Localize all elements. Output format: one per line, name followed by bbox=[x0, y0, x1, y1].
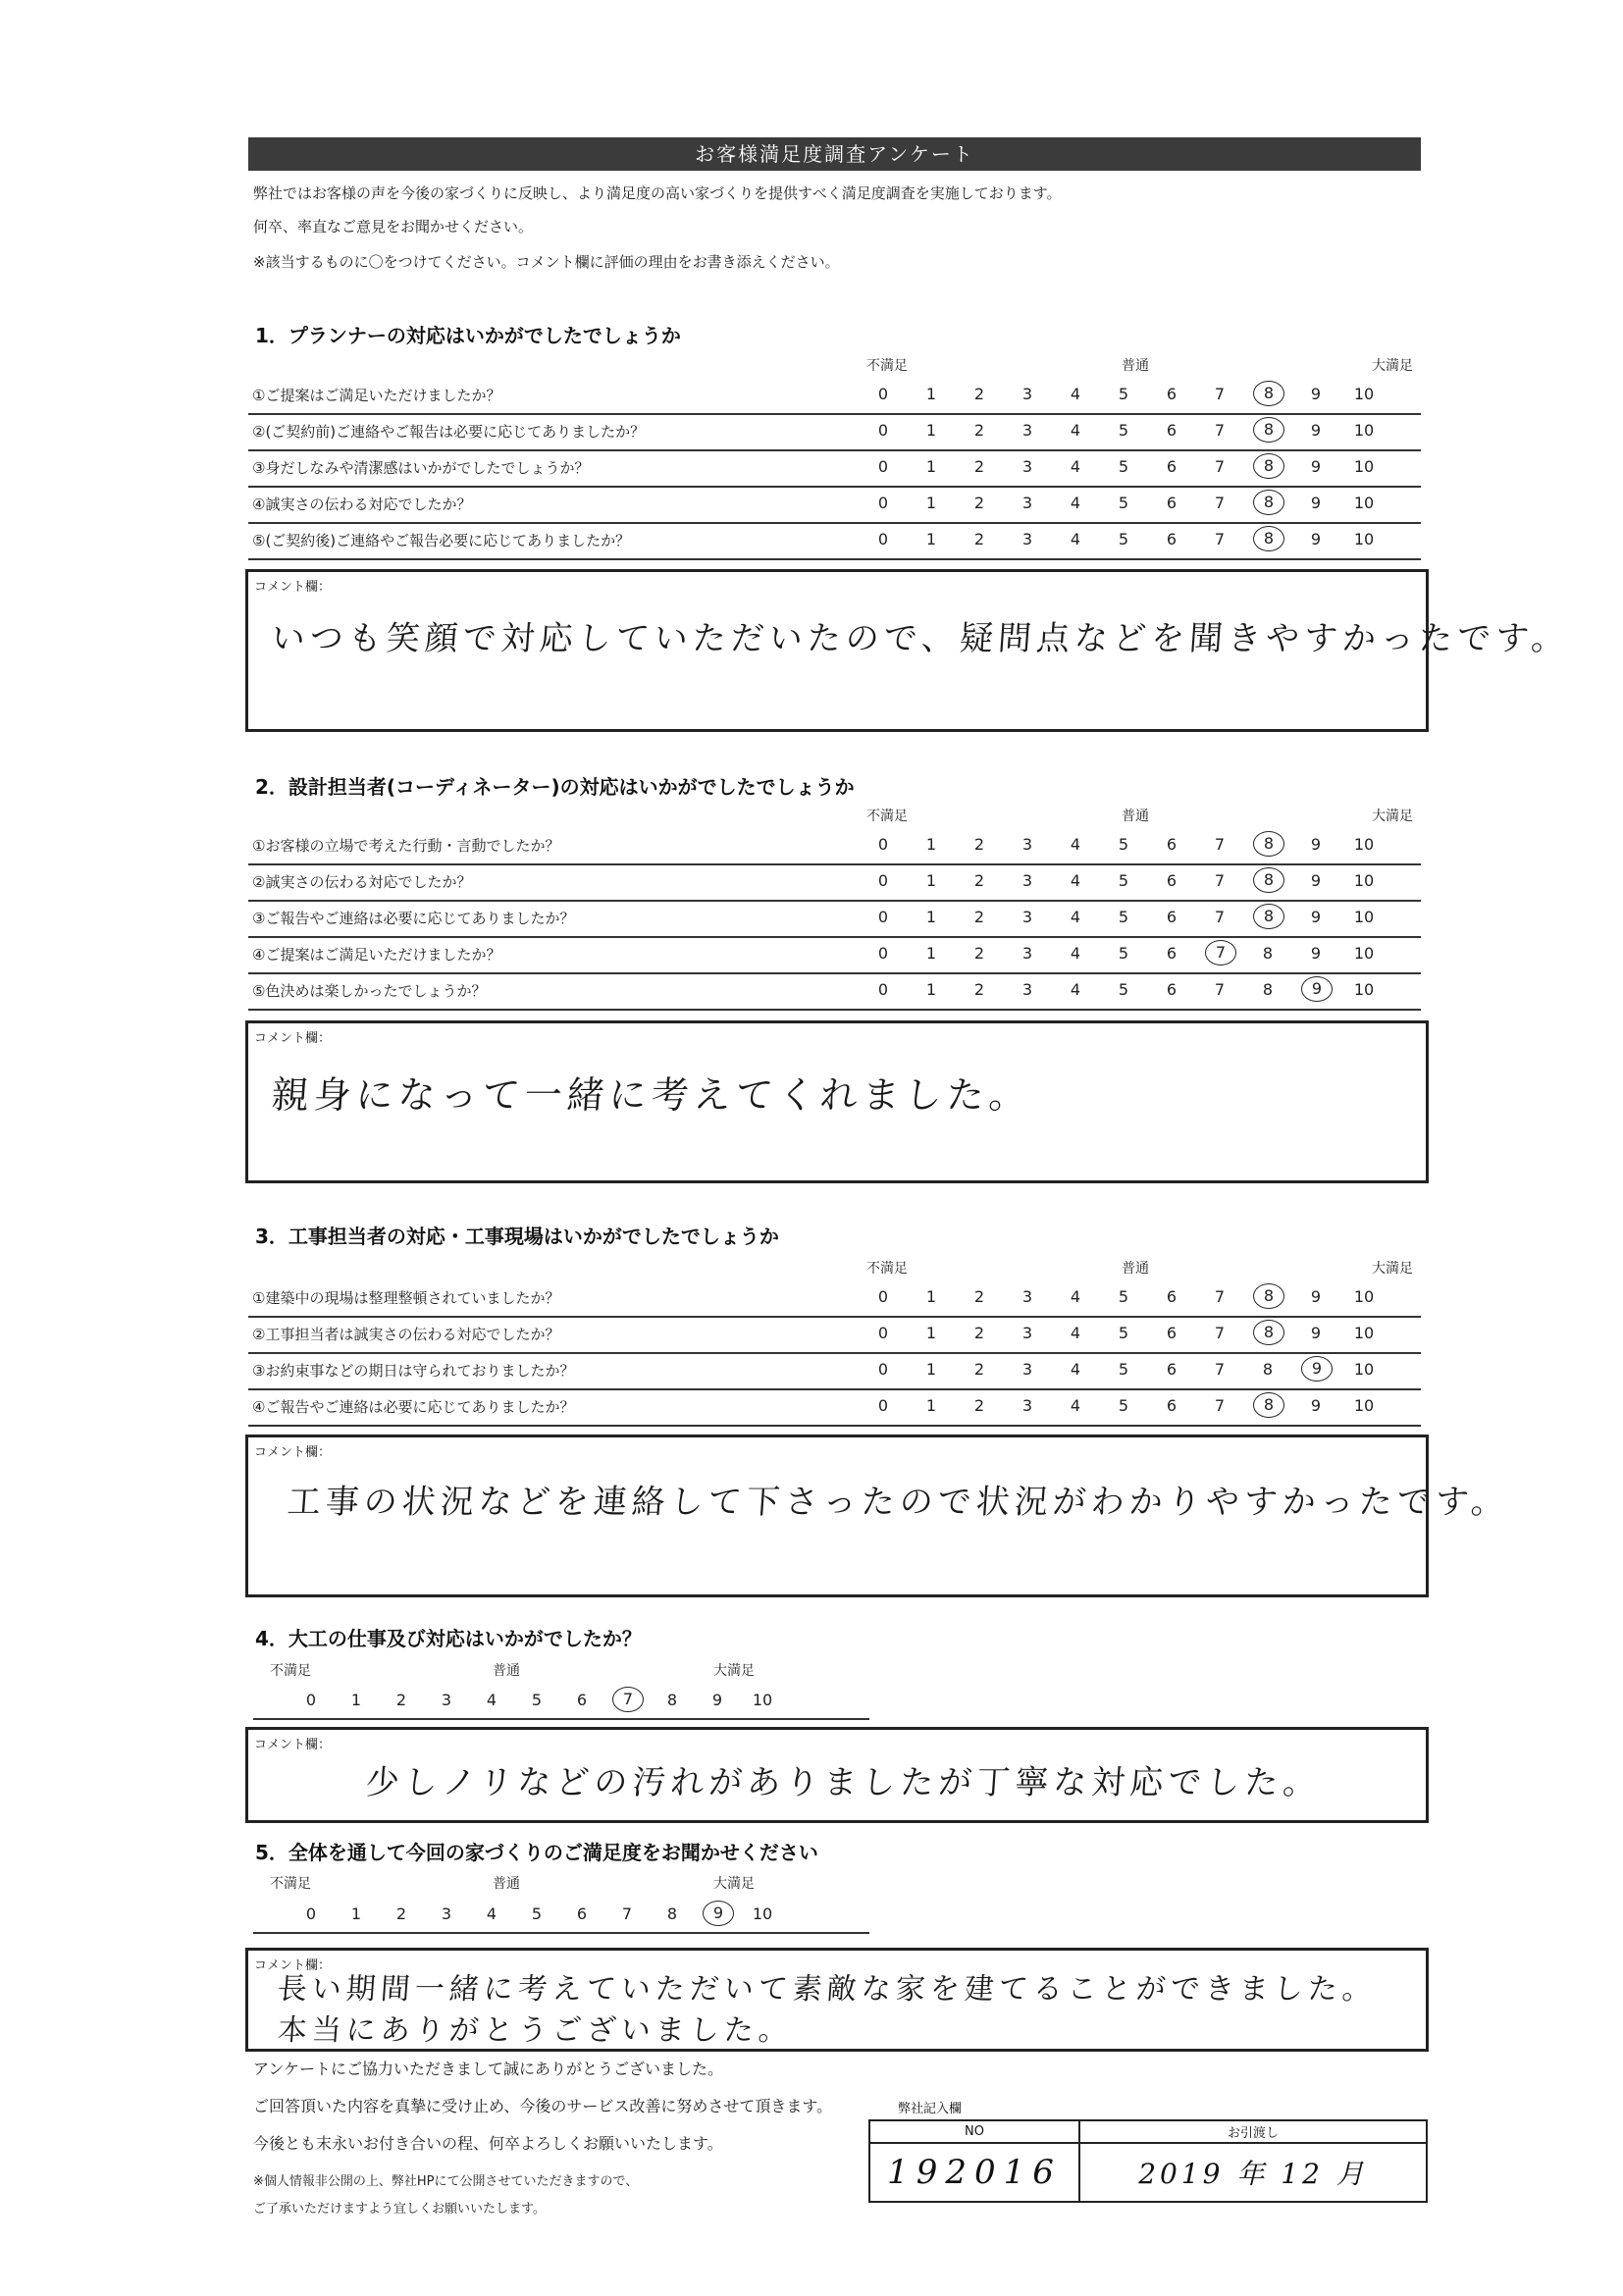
selected-rating[interactable]: 9 bbox=[1301, 976, 1333, 1002]
rating-option[interactable]: 1 bbox=[925, 944, 937, 963]
rating-option[interactable]: 4 bbox=[486, 1691, 497, 1709]
rating-option[interactable]: 10 bbox=[1353, 1360, 1375, 1379]
rating-option[interactable]: 6 bbox=[1166, 1360, 1178, 1379]
selected-rating[interactable]: 8 bbox=[1253, 417, 1284, 443]
rating-option[interactable]: 4 bbox=[1070, 980, 1081, 999]
question-text: ①ご提案はご満足いただけましたか？ bbox=[252, 387, 501, 404]
rating-option[interactable]: 3 bbox=[441, 1691, 452, 1709]
rating-option[interactable]: 3 bbox=[1021, 457, 1033, 476]
survey-title: お客様満足度調査アンケート bbox=[248, 137, 1421, 171]
question-row bbox=[248, 972, 1421, 1011]
question-text: ①建築中の現場は整理整頓されていましたか？ bbox=[252, 1289, 560, 1307]
rating-option[interactable]: 1 bbox=[350, 1691, 362, 1709]
question-row bbox=[248, 486, 1421, 524]
rating-option[interactable]: 3 bbox=[441, 1905, 452, 1923]
rating-option[interactable]: 2 bbox=[973, 457, 985, 476]
scale-mid-label: 普通 bbox=[1122, 809, 1149, 824]
question-text: ③ご報告やご連絡は必要に応じてありましたか？ bbox=[252, 910, 575, 927]
rating-option[interactable]: 4 bbox=[1070, 1360, 1081, 1379]
rating-option[interactable]: 9 bbox=[1310, 1324, 1322, 1342]
scale-high-label: 大満足 bbox=[1372, 809, 1413, 824]
rating-option[interactable]: 7 bbox=[621, 1905, 633, 1923]
rating-option[interactable]: 4 bbox=[1070, 385, 1081, 403]
section-1-comment-box[interactable] bbox=[245, 569, 1571, 732]
rating-option[interactable]: 8 bbox=[1262, 1360, 1274, 1379]
question-row bbox=[248, 863, 1421, 902]
rating-option[interactable]: 0 bbox=[877, 530, 889, 548]
rating-option[interactable]: 1 bbox=[925, 421, 937, 440]
comment-label: コメント欄： bbox=[254, 1445, 332, 1460]
rating-option[interactable]: 5 bbox=[1118, 835, 1129, 854]
scale-low-label: 不満足 bbox=[866, 1261, 908, 1277]
rating-option[interactable]: 2 bbox=[973, 530, 985, 548]
rating-option[interactable]: 4 bbox=[1070, 530, 1081, 548]
rating-option[interactable]: 5 bbox=[1118, 871, 1129, 890]
rating-option[interactable]: 6 bbox=[1166, 494, 1178, 512]
scale-low-label: 不満足 bbox=[270, 1663, 311, 1679]
rating-option[interactable]: 10 bbox=[1353, 835, 1375, 854]
rating-option[interactable]: 0 bbox=[877, 908, 889, 926]
section-2-title: 2．設計担当者(コーディネーター)の対応はいかがでしたでしょうか bbox=[255, 775, 855, 799]
rating-option[interactable]: 10 bbox=[752, 1691, 773, 1709]
rating-option[interactable]: 3 bbox=[1021, 494, 1033, 512]
question-row bbox=[248, 1352, 1421, 1390]
rating-option[interactable]: 1 bbox=[925, 494, 937, 512]
section-5-rating-row bbox=[253, 1897, 869, 1934]
rating-option[interactable]: 0 bbox=[877, 494, 889, 512]
rating-option[interactable]: 0 bbox=[877, 980, 889, 999]
rating-option[interactable]: 6 bbox=[1166, 385, 1178, 403]
rating-option[interactable]: 5 bbox=[1118, 1360, 1129, 1379]
section-1-comment: いつも笑顔で対応していただいたので、疑問点などを聞きやすかったです。 bbox=[270, 619, 1571, 658]
rating-option[interactable]: 0 bbox=[877, 944, 889, 963]
rating-option[interactable]: 3 bbox=[1021, 530, 1033, 548]
rating-option[interactable]: 3 bbox=[1021, 908, 1033, 926]
no-value: 192016 bbox=[869, 2143, 1079, 2202]
rating-option[interactable]: 7 bbox=[1214, 1287, 1226, 1306]
comment-label: コメント欄： bbox=[254, 1958, 332, 1973]
rating-option[interactable]: 1 bbox=[925, 385, 937, 403]
selected-rating[interactable]: 8 bbox=[1253, 453, 1284, 479]
rating-option[interactable]: 2 bbox=[973, 1324, 985, 1342]
rating-option[interactable]: 9 bbox=[1310, 385, 1322, 403]
rating-option[interactable]: 9 bbox=[1310, 944, 1322, 963]
rating-option[interactable]: 9 bbox=[1310, 871, 1322, 890]
rating-option[interactable]: 0 bbox=[877, 385, 889, 403]
rating-option[interactable]: 5 bbox=[1118, 1396, 1129, 1415]
rating-option[interactable]: 4 bbox=[1070, 457, 1081, 476]
rating-option[interactable]: 3 bbox=[1021, 871, 1033, 890]
selected-rating[interactable]: 8 bbox=[1253, 490, 1284, 515]
rating-option[interactable]: 4 bbox=[1070, 908, 1081, 926]
rating-option[interactable]: 4 bbox=[486, 1905, 497, 1923]
rating-option[interactable]: 6 bbox=[1166, 835, 1178, 854]
rating-option[interactable]: 4 bbox=[1070, 1396, 1081, 1415]
rating-option[interactable]: 1 bbox=[925, 1324, 937, 1342]
rating-option[interactable]: 3 bbox=[1021, 1396, 1033, 1415]
rating-option[interactable]: 3 bbox=[1021, 980, 1033, 999]
rating-option[interactable]: 10 bbox=[1353, 1287, 1375, 1306]
rating-option[interactable]: 1 bbox=[925, 1287, 937, 1306]
rating-option[interactable]: 10 bbox=[1353, 1396, 1375, 1415]
question-text: ⑤(ご契約後)ご連絡やご報告必要に応じてありましたか？ bbox=[252, 532, 631, 549]
rating-option[interactable]: 10 bbox=[1353, 980, 1375, 999]
rating-option[interactable]: 10 bbox=[1353, 908, 1375, 926]
rating-option[interactable]: 0 bbox=[877, 1324, 889, 1342]
rating-option[interactable]: 6 bbox=[1166, 421, 1178, 440]
comment-label: コメント欄： bbox=[254, 1738, 332, 1752]
rating-option[interactable]: 7 bbox=[1214, 494, 1226, 512]
rating-option[interactable]: 2 bbox=[973, 908, 985, 926]
rating-option[interactable]: 2 bbox=[973, 944, 985, 963]
rating-option[interactable]: 7 bbox=[1214, 1396, 1226, 1415]
section-2-comment-box[interactable] bbox=[245, 1020, 1429, 1183]
scale-low-label: 不満足 bbox=[866, 809, 908, 824]
footer-regards: 今後とも末永いお付き合いの程、何卒よろしくお願いいたします。 bbox=[253, 2134, 723, 2153]
rating-option[interactable]: 5 bbox=[1118, 457, 1129, 476]
footer-privacy-note: ※個人情報非公開の上、弊社HPにて公開させていただきますので、 bbox=[253, 2174, 639, 2189]
footer-consent-note: ご了承いただけますよう宜しくお願いいたします。 bbox=[253, 2202, 546, 2217]
rating-option[interactable]: 4 bbox=[1070, 871, 1081, 890]
rating-option[interactable]: 2 bbox=[973, 835, 985, 854]
rating-option[interactable]: 5 bbox=[531, 1691, 543, 1709]
rating-option[interactable]: 4 bbox=[1070, 421, 1081, 440]
scale-high-label: 大満足 bbox=[713, 1876, 755, 1892]
rating-option[interactable]: 5 bbox=[1118, 494, 1129, 512]
rating-option[interactable]: 5 bbox=[1118, 421, 1129, 440]
handover-header: お引渡し bbox=[1079, 2120, 1427, 2143]
rating-option[interactable]: 7 bbox=[1214, 871, 1226, 890]
question-text: ④誠実さの伝わる対応でしたか？ bbox=[252, 496, 472, 513]
rating-option[interactable]: 5 bbox=[531, 1905, 543, 1923]
rating-option[interactable]: 1 bbox=[925, 457, 937, 476]
scale-low-label: 不満足 bbox=[866, 358, 908, 374]
comment-label: コメント欄： bbox=[254, 1031, 332, 1046]
rating-option[interactable]: 10 bbox=[1353, 457, 1375, 476]
question-text: ④ご報告やご連絡は必要に応じてありましたか？ bbox=[252, 1398, 575, 1416]
section-4-title: 4．大工の仕事及び対応はいかがでしたか？ bbox=[255, 1627, 642, 1650]
question-row bbox=[248, 936, 1421, 974]
rating-option[interactable]: 2 bbox=[395, 1691, 407, 1709]
footer-thanks: アンケートにご協力いただきまして誠にありがとうございました。 bbox=[253, 2060, 724, 2078]
rating-option[interactable]: 7 bbox=[1214, 980, 1226, 999]
selected-rating[interactable]: 8 bbox=[1253, 1320, 1284, 1345]
rating-option[interactable]: 3 bbox=[1021, 421, 1033, 440]
selected-rating[interactable]: 8 bbox=[1253, 526, 1284, 551]
question-text: ⑤色決めは楽しかったでしょうか？ bbox=[252, 982, 487, 1000]
rating-option[interactable]: 5 bbox=[1118, 944, 1129, 963]
section-4-rating-row bbox=[253, 1683, 869, 1720]
rating-option[interactable]: 7 bbox=[1214, 457, 1226, 476]
intro-line-3: ※該当するものに〇をつけてください。コメント欄に評価の理由をお書き添えください。 bbox=[253, 253, 840, 271]
rating-option[interactable]: 10 bbox=[752, 1905, 773, 1923]
section-3-comment: 工事の状況などを連絡して下さったので状況がわかりやすかったです。 bbox=[286, 1483, 1511, 1522]
rating-option[interactable]: 2 bbox=[973, 980, 985, 999]
rating-option[interactable]: 1 bbox=[925, 835, 937, 854]
question-text: ③お約束事などの期日は守られておりましたか？ bbox=[252, 1362, 575, 1380]
rating-option[interactable]: 0 bbox=[877, 835, 889, 854]
selected-rating[interactable]: 7 bbox=[1205, 940, 1236, 965]
rating-option[interactable]: 9 bbox=[1310, 421, 1322, 440]
rating-option[interactable]: 9 bbox=[1310, 457, 1322, 476]
selected-rating[interactable]: 7 bbox=[612, 1687, 644, 1712]
selected-rating[interactable]: 8 bbox=[1253, 867, 1284, 893]
rating-option[interactable]: 2 bbox=[973, 1360, 985, 1379]
rating-option[interactable]: 6 bbox=[1166, 980, 1178, 999]
rating-option[interactable]: 5 bbox=[1118, 1287, 1129, 1306]
rating-option[interactable]: 6 bbox=[576, 1905, 588, 1923]
rating-option[interactable]: 5 bbox=[1118, 980, 1129, 999]
intro-line-1: 弊社ではお客様の声を今後の家づくりに反映し、より満足度の高い家づくりを提供すべく満足度調査を実施しております。 bbox=[253, 184, 1062, 202]
rating-option[interactable]: 6 bbox=[1166, 908, 1178, 926]
scale-high-label: 大満足 bbox=[713, 1663, 755, 1679]
rating-option[interactable]: 6 bbox=[1166, 530, 1178, 548]
rating-option[interactable]: 3 bbox=[1021, 835, 1033, 854]
scale-mid-label: 普通 bbox=[493, 1663, 520, 1679]
question-row bbox=[248, 1388, 1421, 1427]
rating-option[interactable]: 10 bbox=[1353, 494, 1375, 512]
selected-rating[interactable]: 8 bbox=[1253, 831, 1284, 857]
question-text: ②誠実さの伝わる対応でしたか？ bbox=[252, 873, 472, 891]
scale-mid-label: 普通 bbox=[1122, 1261, 1149, 1277]
rating-option[interactable]: 1 bbox=[925, 980, 937, 999]
rating-option[interactable]: 8 bbox=[1262, 944, 1274, 963]
handover-value: 2019 年 12 月 bbox=[1079, 2143, 1427, 2202]
no-header: NO bbox=[869, 2120, 1079, 2143]
rating-option[interactable]: 6 bbox=[1166, 871, 1178, 890]
rating-option[interactable]: 10 bbox=[1353, 530, 1375, 548]
section-2-comment: 親身になって一緒に考えてくれました。 bbox=[270, 1073, 1033, 1117]
section-1-title: 1．プランナーの対応はいかがでしたでしょうか bbox=[255, 324, 681, 347]
rating-option[interactable]: 1 bbox=[925, 1396, 937, 1415]
selected-rating[interactable]: 8 bbox=[1253, 1283, 1284, 1309]
rating-option[interactable]: 7 bbox=[1214, 908, 1226, 926]
rating-option[interactable]: 2 bbox=[973, 871, 985, 890]
rating-option[interactable]: 4 bbox=[1070, 1324, 1081, 1342]
rating-option[interactable]: 6 bbox=[1166, 1287, 1178, 1306]
rating-option[interactable]: 0 bbox=[877, 871, 889, 890]
rating-option[interactable]: 6 bbox=[576, 1691, 588, 1709]
rating-option[interactable]: 0 bbox=[305, 1905, 317, 1923]
rating-option[interactable]: 0 bbox=[305, 1691, 317, 1709]
footer-improvement: ご回答頂いた内容を真摯に受け止め、今後のサービス改善に努めさせて頂きます。 bbox=[253, 2097, 833, 2115]
rating-option[interactable]: 5 bbox=[1118, 530, 1129, 548]
rating-option[interactable]: 2 bbox=[973, 385, 985, 403]
rating-option[interactable]: 1 bbox=[350, 1905, 362, 1923]
rating-option[interactable]: 10 bbox=[1353, 1324, 1375, 1342]
rating-option[interactable]: 1 bbox=[925, 1360, 937, 1379]
scale-mid-label: 普通 bbox=[493, 1876, 520, 1892]
rating-option[interactable]: 6 bbox=[1166, 944, 1178, 963]
section-4-comment: 少しノリなどの汚れがありましたが丁寧な対応でした。 bbox=[364, 1763, 1323, 1802]
comment-label: コメント欄： bbox=[254, 580, 332, 595]
section-5-comment-line-1: 長い期間一緒に考えていただいて素敵な家を建てることができました。 bbox=[276, 1972, 1378, 2007]
selected-rating[interactable]: 8 bbox=[1253, 1392, 1284, 1418]
question-row bbox=[248, 1316, 1421, 1354]
rating-option[interactable]: 2 bbox=[973, 494, 985, 512]
office-use-table bbox=[868, 2119, 1428, 2203]
rating-option[interactable]: 0 bbox=[877, 1360, 889, 1379]
rating-option[interactable]: 7 bbox=[1214, 1360, 1226, 1379]
rating-option[interactable]: 6 bbox=[1166, 1324, 1178, 1342]
rating-option[interactable]: 4 bbox=[1070, 1287, 1081, 1306]
rating-option[interactable]: 0 bbox=[877, 421, 889, 440]
rating-option[interactable]: 7 bbox=[1214, 421, 1226, 440]
rating-option[interactable]: 6 bbox=[1166, 1396, 1178, 1415]
question-row bbox=[248, 377, 1421, 415]
question-text: ①お客様の立場で考えた行動・言動でしたか？ bbox=[252, 837, 560, 855]
rating-option[interactable]: 8 bbox=[666, 1691, 678, 1709]
rating-option[interactable]: 5 bbox=[1118, 385, 1129, 403]
question-row bbox=[248, 413, 1421, 451]
rating-option[interactable]: 4 bbox=[1070, 494, 1081, 512]
rating-option[interactable]: 2 bbox=[973, 1287, 985, 1306]
section-5-comment-box[interactable] bbox=[245, 1948, 1429, 2052]
rating-option[interactable]: 9 bbox=[1310, 530, 1322, 548]
rating-option[interactable]: 9 bbox=[1310, 835, 1322, 854]
section-3-comment-box[interactable] bbox=[245, 1435, 1511, 1597]
rating-option[interactable]: 3 bbox=[1021, 1287, 1033, 1306]
rating-option[interactable]: 9 bbox=[1310, 908, 1322, 926]
scale-mid-label: 普通 bbox=[1122, 358, 1149, 374]
selected-rating[interactable]: 8 bbox=[1253, 381, 1284, 406]
question-row bbox=[248, 1279, 1421, 1318]
rating-option[interactable]: 8 bbox=[1262, 980, 1274, 999]
rating-option[interactable]: 0 bbox=[877, 1396, 889, 1415]
rating-option[interactable]: 9 bbox=[711, 1691, 723, 1709]
rating-option[interactable]: 5 bbox=[1118, 1324, 1129, 1342]
rating-option[interactable]: 7 bbox=[1214, 385, 1226, 403]
rating-option[interactable]: 1 bbox=[925, 530, 937, 548]
section-4-comment-box[interactable] bbox=[245, 1727, 1429, 1823]
section-3-title: 3．工事担当者の対応・工事現場はいかがでしたでしょうか bbox=[255, 1225, 779, 1248]
rating-option[interactable]: 4 bbox=[1070, 944, 1081, 963]
question-row bbox=[248, 900, 1421, 938]
question-text: ②工事担当者は誠実さの伝わる対応でしたか？ bbox=[252, 1326, 560, 1343]
rating-option[interactable]: 8 bbox=[666, 1905, 678, 1923]
rating-option[interactable]: 9 bbox=[1310, 1287, 1322, 1306]
rating-option[interactable]: 2 bbox=[973, 421, 985, 440]
rating-option[interactable]: 2 bbox=[395, 1905, 407, 1923]
selected-rating[interactable]: 9 bbox=[1301, 1356, 1333, 1382]
rating-option[interactable]: 10 bbox=[1353, 385, 1375, 403]
rating-option[interactable]: 1 bbox=[925, 908, 937, 926]
scale-high-label: 大満足 bbox=[1372, 1261, 1413, 1277]
office-use-label: 弊社記入欄 bbox=[898, 2102, 963, 2116]
question-row bbox=[248, 522, 1421, 560]
rating-option[interactable]: 9 bbox=[1310, 1396, 1322, 1415]
question-text: ③身だしなみや清潔感はいかがでしたでしょうか？ bbox=[252, 459, 590, 477]
rating-option[interactable]: 10 bbox=[1353, 871, 1375, 890]
rating-option[interactable]: 3 bbox=[1021, 1324, 1033, 1342]
section-5-comment-line-2: 本当にありがとうございました。 bbox=[276, 2013, 794, 2048]
rating-option[interactable]: 6 bbox=[1166, 457, 1178, 476]
intro-line-2: 何卒、率直なご意見をお聞かせください。 bbox=[253, 218, 534, 235]
rating-option[interactable]: 7 bbox=[1214, 530, 1226, 548]
rating-option[interactable]: 7 bbox=[1214, 1324, 1226, 1342]
rating-option[interactable]: 0 bbox=[877, 1287, 889, 1306]
rating-option[interactable]: 0 bbox=[877, 457, 889, 476]
rating-option[interactable]: 3 bbox=[1021, 944, 1033, 963]
rating-option[interactable]: 3 bbox=[1021, 1360, 1033, 1379]
rating-option[interactable]: 1 bbox=[925, 871, 937, 890]
question-text: ④ご提案はご満足いただけましたか？ bbox=[252, 946, 501, 964]
rating-option[interactable]: 2 bbox=[973, 1396, 985, 1415]
question-text: ②(ご契約前)ご連絡やご報告は必要に応じてありましたか？ bbox=[252, 423, 646, 441]
scale-low-label: 不満足 bbox=[270, 1876, 311, 1892]
rating-option[interactable]: 4 bbox=[1070, 835, 1081, 854]
section-5-title: 5．全体を通して今回の家づくりのご満足度をお聞かせください bbox=[255, 1841, 818, 1864]
rating-option[interactable]: 7 bbox=[1214, 835, 1226, 854]
selected-rating[interactable]: 8 bbox=[1253, 904, 1284, 929]
question-row bbox=[248, 827, 1421, 865]
selected-rating[interactable]: 9 bbox=[703, 1901, 734, 1926]
rating-option[interactable]: 10 bbox=[1353, 421, 1375, 440]
rating-option[interactable]: 5 bbox=[1118, 908, 1129, 926]
rating-option[interactable]: 10 bbox=[1353, 944, 1375, 963]
scale-high-label: 大満足 bbox=[1372, 358, 1413, 374]
question-row bbox=[248, 449, 1421, 488]
rating-option[interactable]: 3 bbox=[1021, 385, 1033, 403]
rating-option[interactable]: 9 bbox=[1310, 494, 1322, 512]
